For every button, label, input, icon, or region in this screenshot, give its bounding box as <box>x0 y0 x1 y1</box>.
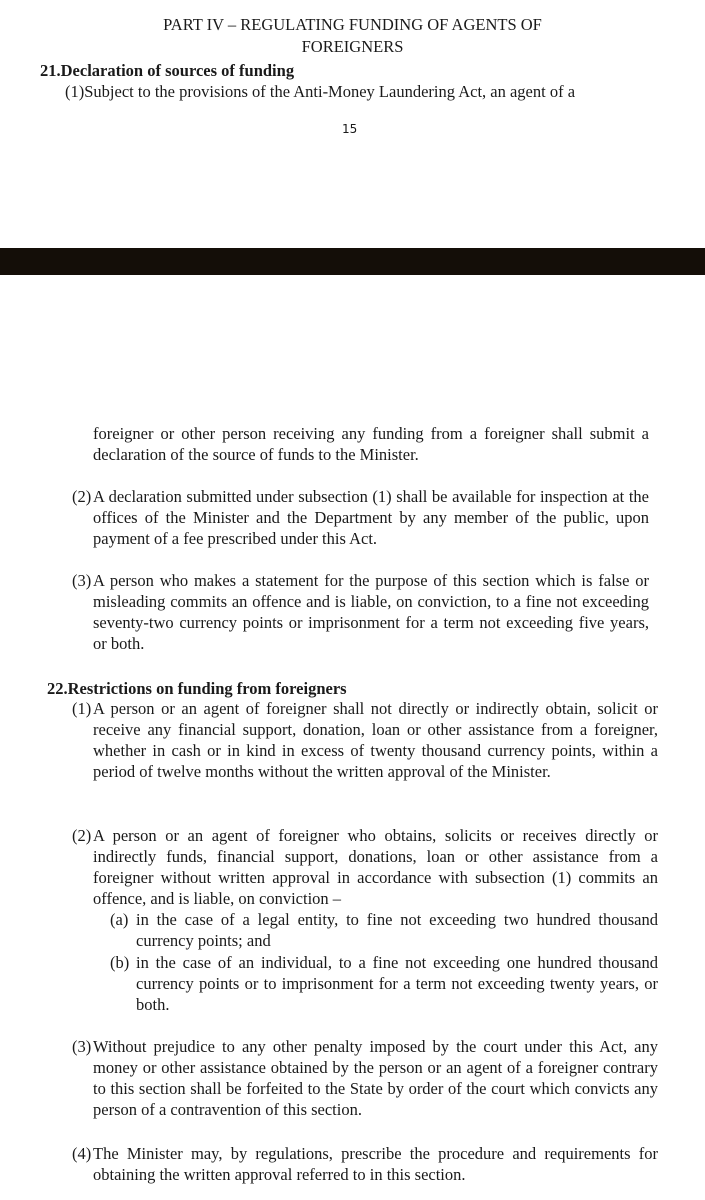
section-22-sub4-number: (4) <box>72 1144 92 1163</box>
section-22-sub2b-text: in the case of an individual, to a fine not exceeding one hundred thousand currency points or to imprisonment for a term not exceeding twenty years, or both. <box>136 953 658 1014</box>
part-title <box>0 14 705 58</box>
section-22-sub2a-text: in the case of a legal entity, to fine not exceeding two hundred thousand currency points; and <box>136 910 658 950</box>
section-21-heading: 21.Declaration of sources of funding <box>40 61 295 80</box>
section-22-heading: 22.Restrictions on funding from foreigners <box>47 679 347 698</box>
section-22-sub3 <box>72 1036 658 1120</box>
section-21-sub1-first-text: Subject to the provisions of the Anti-Money Laundering Act, an agent of a <box>84 82 576 101</box>
section-22-sub2b-number: (b) <box>110 953 130 972</box>
section-22-sub2-number: (2) <box>72 826 92 845</box>
section-21-sub1-first-line <box>65 81 665 102</box>
section-21-sub2-number: (2) <box>72 487 92 506</box>
section-22-sub1-text: A person or an agent of foreigner shall not directly or indirectly obtain, solicit or receive any financial support, donation, loan or other assistance from a foreigner, whether in cash or in kind in excess of twenty thousand currency points, within a period of twelve months without the written approval of the Minister. <box>93 699 658 781</box>
section-22-sub2 <box>72 825 658 909</box>
section-22-sub1 <box>72 698 658 782</box>
section-21-sub3-text: A person who makes a statement for the purpose of this section which is false or misleading commits an offence and is liable, on conviction, to a fine not exceeding seventy-two currency points or imprisonment for a term not exceeding five years, or both. <box>93 571 649 653</box>
section-22-sub3-number: (3) <box>72 1037 92 1056</box>
section-22-sub2-text: A person or an agent of foreigner who obtains, solicits or receives directly or indirectly funds, financial support, donations, loan or other assistance from a foreigner without written approval in accordance with subsection (1) commits an offence, and is liable, on conviction – <box>93 826 658 908</box>
section-22-sub4-text: The Minister may, by regulations, prescribe the procedure and requirements for obtaining the written approval referred to in this section. <box>93 1144 658 1184</box>
section-22-sub4 <box>72 1143 658 1185</box>
section-21-sub1-continued: foreigner or other person receiving any funding from a foreigner shall submit a declaration of the source of funds to the Minister. <box>93 424 649 464</box>
section-21-sub2 <box>72 486 649 549</box>
section-22-sub1-number: (1) <box>72 699 92 718</box>
section-21-sub1-number: (1) <box>65 82 85 101</box>
part-title-line-1: PART IV – REGULATING FUNDING OF AGENTS OF <box>163 15 542 34</box>
section-22-sub2a-number: (a) <box>110 910 129 929</box>
part-title-line-2: FOREIGNERS <box>301 37 404 56</box>
section-21-sub2-text: A declaration submitted under subsection (1) shall be available for inspection at the offices of the Minister and the Department by any member of the public, upon payment of a fee prescribed under this Act. <box>93 487 649 548</box>
page-number: 15 <box>342 122 358 136</box>
page-break-band <box>0 248 705 275</box>
section-21-sub3 <box>72 570 649 654</box>
section-22-sub3-text: Without prejudice to any other penalty imposed by the court under this Act, any money or other assistance obtained by the person or an agent of a foreigner contrary to this section shall be forfeited to the State by order of the court which convicts any person of a contravention of this section. <box>93 1037 658 1119</box>
section-21-sub3-number: (3) <box>72 571 92 590</box>
section-22-sub2b <box>110 952 658 1015</box>
section-22-sub2a <box>110 909 658 951</box>
